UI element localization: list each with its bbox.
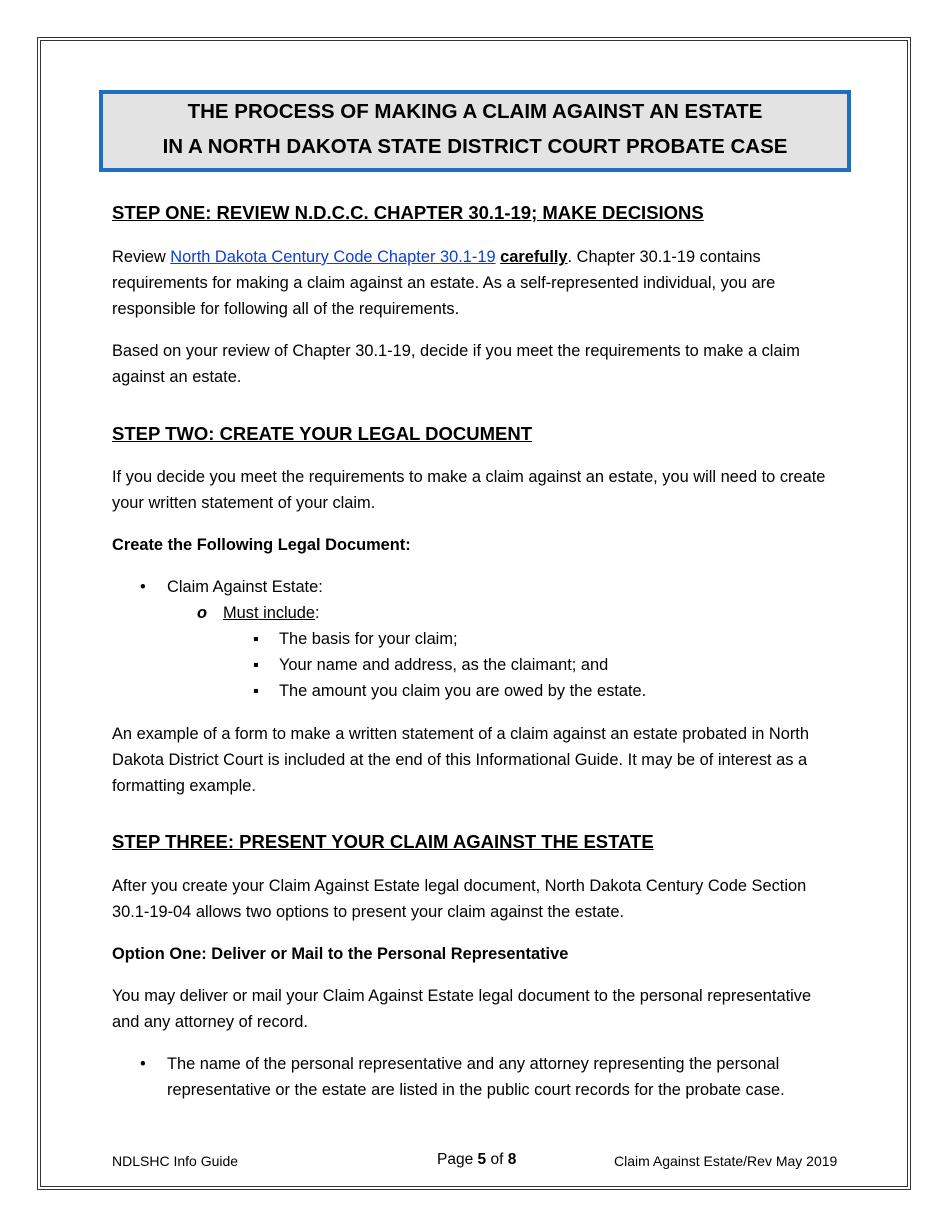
step-two-heading: STEP TWO: CREATE YOUR LEGAL DOCUMENT [112, 423, 533, 444]
step-three-paragraph-1: After you create your Claim Against Estate legal document, North Dakota Century Code Section 30.1-19-04 allows two options to present your claim against the estate. [112, 877, 807, 921]
list-item-claim-against-estate: Claim Against Estate: [167, 578, 323, 596]
title-line-1: THE PROCESS OF MAKING A CLAIM AGAINST AN ESTATE [187, 100, 763, 123]
step-three-paragraph-2: You may deliver or mail your Claim Against Estate legal document to the personal representative and any attorney of record. [112, 987, 812, 1031]
step-two-paragraph-2: An example of a form to make a written statement of a claim against an estate probated in North Dakota District Court is included at the end of this Informational Guide. It may be of interest as a formatting example. [112, 725, 809, 795]
step-two-subheading: Create the Following Legal Document: [112, 536, 411, 554]
step-three-heading: STEP THREE: PRESENT YOUR CLAIM AGAINST THE ESTATE [112, 831, 654, 852]
ndcc-chapter-link[interactable]: North Dakota Century Code Chapter 30.1-19 [170, 248, 496, 266]
list-item-personal-representative: The name of the personal representative and any attorney representing the personal representative or the estate are listed in the public court records for the probate case. [167, 1055, 785, 1099]
footer-page-number: Page 5 of 8 [437, 1151, 517, 1168]
step-two-paragraph-1: If you decide you meet the requirements to make a claim against an estate, you will need to create your written statement of your claim. [112, 468, 826, 512]
step-three-subheading: Option One: Deliver or Mail to the Personal Representative [112, 945, 569, 963]
sub-bullet-icon: o [197, 604, 208, 622]
footer-right: Claim Against Estate/Rev May 2019 [614, 1153, 838, 1169]
list-item-must-include: Must include: [223, 604, 320, 622]
list-item: The basis for your claim; [279, 630, 458, 648]
bullet-icon: • [140, 578, 146, 596]
list-item: Your name and address, as the claimant; and [279, 656, 609, 674]
footer-left: NDLSHC Info Guide [112, 1153, 239, 1169]
step-one-heading: STEP ONE: REVIEW N.D.C.C. CHAPTER 30.1-19; MAKE DECISIONS [112, 202, 704, 223]
title-box [99, 90, 851, 172]
square-bullet-icon: ▪ [253, 682, 259, 700]
square-bullet-icon: ▪ [253, 630, 259, 648]
bullet-icon: • [140, 1055, 146, 1073]
title-line-2: IN A NORTH DAKOTA STATE DISTRICT COURT PROBATE CASE [162, 135, 788, 158]
carefully-text: carefully [500, 248, 568, 266]
list-item: The amount you claim you are owed by the estate. [279, 682, 647, 700]
step-one-paragraph-1: Review North Dakota Century Code Chapter 30.1-19 carefully. Chapter 30.1-19 contains requirements for making a claim against an estate. As a self-represented individual, you are responsible for following all of the requirements. [112, 248, 776, 318]
square-bullet-icon: ▪ [253, 656, 259, 674]
step-one-paragraph-2: Based on your review of Chapter 30.1-19, decide if you meet the requirements to make a claim against an estate. [112, 342, 800, 386]
